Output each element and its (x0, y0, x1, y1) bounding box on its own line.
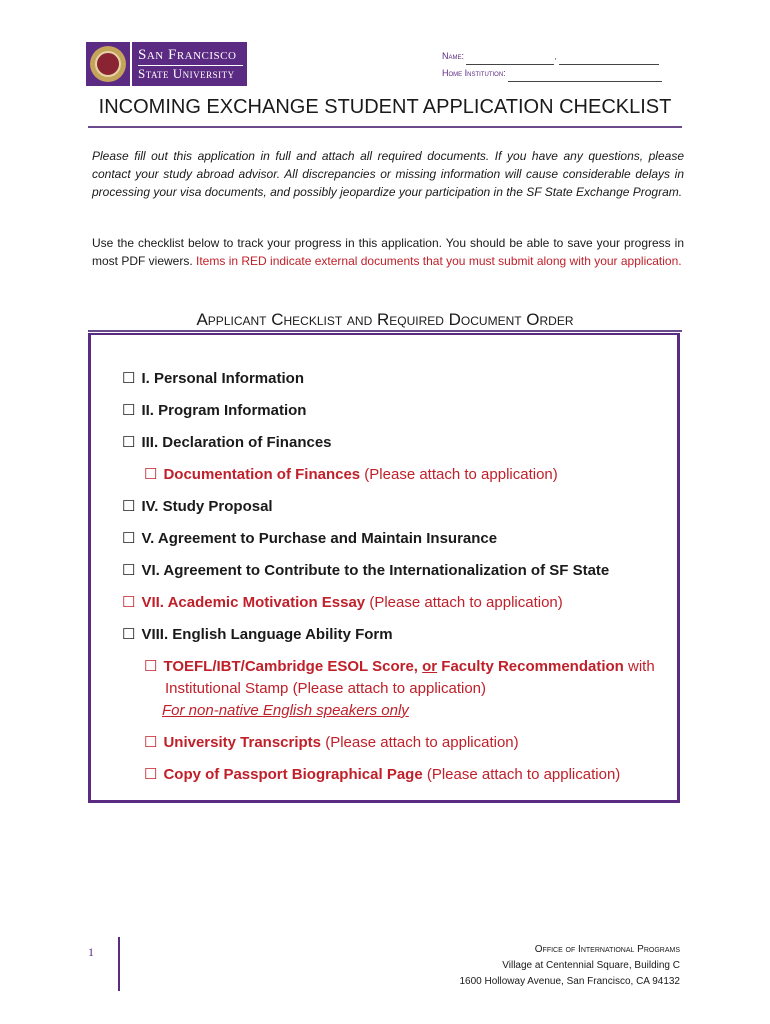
checklist-item-personal-information: ☐ I. Personal Information (122, 370, 304, 387)
institution-label: Home Institution: (442, 68, 506, 78)
checkbox-icon[interactable]: ☐ (144, 734, 158, 751)
non-native-note: For non-native English speakers only (162, 702, 409, 719)
checklist-item-documentation-of-finances: ☐ Documentation of Finances (Please attach to application) (144, 466, 558, 483)
footer-address (459, 942, 680, 990)
checklist-item-motivation-essay: ☐ VII. Academic Motivation Essay (Please attach to application) (122, 594, 563, 611)
checkbox-icon[interactable]: ☐ (122, 498, 136, 515)
address-line2: 1600 Holloway Avenue, San Francisco, CA 94132 (459, 976, 680, 987)
last-name-field[interactable] (466, 52, 557, 65)
university-seal-icon (86, 42, 130, 86)
address-line1: Village at Centennial Square, Building C (502, 960, 680, 971)
name-separator: , (554, 52, 557, 61)
checkbox-icon[interactable]: ☐ (122, 530, 136, 547)
checklist-item-english-ability-form: ☐ VIII. English Language Ability Form (122, 626, 393, 643)
checklist-item-declaration-of-finances: ☐ III. Declaration of Finances (122, 434, 332, 451)
home-institution-field[interactable] (508, 70, 662, 82)
checkbox-icon[interactable]: ☐ (122, 562, 136, 579)
instructions-paragraph: Please fill out this application in full and attach all required documents. If you have any questions, please contact your study abroad advisor. All discrepancies or missing information will cause considerable delays in processing your visa documents, and possibly jeopardize your participation in the SF State Exchange Program. (92, 149, 684, 199)
section-divider (88, 330, 682, 332)
checkbox-icon[interactable]: ☐ (122, 594, 136, 611)
checklist-item-insurance-agreement: ☐ V. Agreement to Purchase and Maintain Insurance (122, 530, 498, 547)
checkbox-icon[interactable]: ☐ (122, 434, 136, 451)
checklist-item-transcripts: ☐ University Transcripts (Please attach to application) (144, 734, 519, 751)
name-label: Name: (442, 51, 465, 61)
header-fields (442, 48, 662, 82)
checkbox-icon[interactable]: ☐ (122, 370, 136, 387)
first-name-field[interactable] (559, 53, 659, 65)
section-heading: Applicant Checklist and Required Document Order (196, 310, 574, 329)
red-items-note: Items in RED indicate external documents that you must submit along with your application. (196, 254, 682, 268)
checkbox-icon[interactable]: ☐ (144, 466, 158, 483)
sfsu-logo (86, 42, 247, 86)
checklist-item-program-information: ☐ II. Program Information (122, 402, 307, 419)
checklist-paragraph-text: Use the checklist below to track your progress in this application. You should be able to save your progress in most PDF viewers. (92, 236, 684, 268)
checklist-item-english-score: ☐ TOEFL/IBT/Cambridge ESOL Score, or Faculty Recommendation with (144, 658, 655, 675)
page-title: INCOMING EXCHANGE STUDENT APPLICATION CHECKLIST (98, 96, 672, 118)
checkbox-icon[interactable]: ☐ (122, 402, 136, 419)
footer-divider (118, 937, 120, 991)
page-number: 1 (88, 945, 94, 959)
logo-line2: State University (138, 65, 235, 81)
checkbox-icon[interactable]: ☐ (122, 626, 136, 643)
checkbox-icon[interactable]: ☐ (144, 658, 158, 675)
logo-line1: San Francisco (138, 47, 243, 66)
english-score-continuation: Institutional Stamp (Please attach to application) (165, 680, 487, 697)
checklist-item-internationalization-agreement: ☐ VI. Agreement to Contribute to the Internationalization of SF State (122, 562, 610, 579)
checklist-item-study-proposal: ☐ IV. Study Proposal (122, 498, 273, 515)
office-name: Office of International Programs (534, 944, 680, 955)
title-divider (88, 126, 682, 128)
checkbox-icon[interactable]: ☐ (144, 766, 158, 783)
checklist-item-passport-copy: ☐ Copy of Passport Biographical Page (Please attach to application) (144, 766, 621, 783)
checklist-paragraph (92, 234, 684, 270)
